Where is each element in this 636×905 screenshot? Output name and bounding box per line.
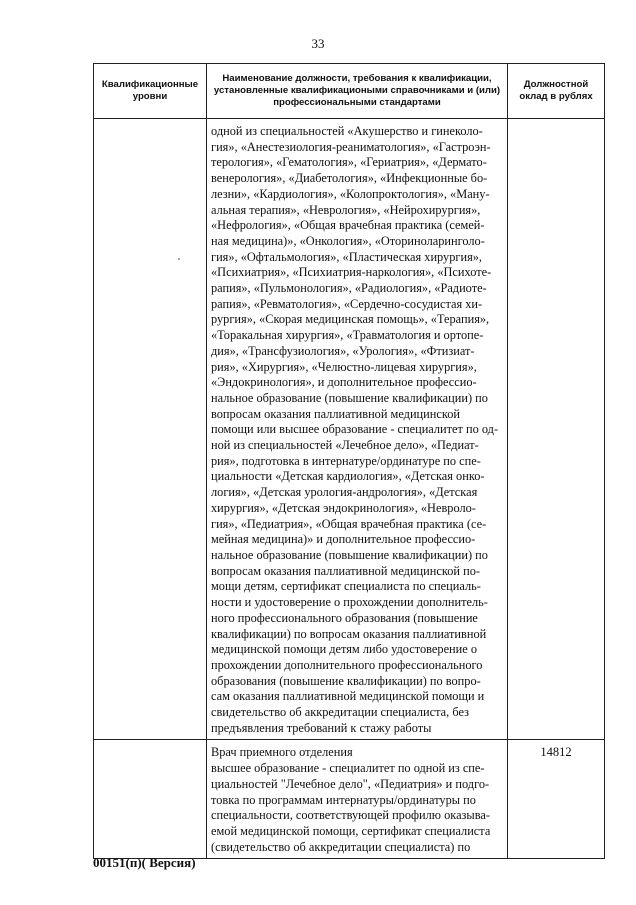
requirements-line: ного профессионального образования (повышение <box>211 610 478 625</box>
requirements-line: нальное образование (повышение квалификации) по <box>211 547 488 562</box>
requirements-line: специальности, соответствующей профилю оказыва- <box>211 808 490 823</box>
requirements-line: свидетельство об аккредитации специалиста, без <box>211 705 469 720</box>
requirements-line: квалификации) по вопросам оказания паллиативной <box>211 626 487 641</box>
requirements-line: рургия», «Скорая медицинская помощь», «Терапия», <box>211 312 490 327</box>
scan-speck <box>178 258 180 260</box>
requirements-line: мейная медицина)» и дополнительное профессио- <box>211 532 476 547</box>
requirements-line: вопросам оказания паллиативной медицинской <box>211 406 461 421</box>
requirements-line: «Психиатрия», «Психиатрия-наркология», «Психоте- <box>211 265 492 280</box>
requirements-line: емой медицинской помощи, сертификат специалиста <box>211 823 491 838</box>
qualification-level-cell <box>94 740 207 859</box>
requirements-line: одной из специальностей «Акушерство и гинеколо- <box>211 124 483 138</box>
requirements-line: прохождении дополнительного профессионального <box>211 657 483 672</box>
requirements-text <box>207 740 507 858</box>
requirements-text <box>207 119 507 739</box>
requirements-line: рапия», «Пульмонология», «Радиология», «Радиоте- <box>211 281 487 296</box>
requirements-line: Врач приемного отделения <box>211 745 353 760</box>
requirements-line: терология», «Гематология», «Гериатрия», «Дермато- <box>211 155 487 170</box>
table-row <box>94 119 605 740</box>
requirements-line: хирургия», «Детская эндокринология», «Невроло- <box>211 500 476 515</box>
requirements-line: товка по программам интернатуры/ординатуры по <box>211 792 476 807</box>
requirements-line: «Торакальная хирургия», «Травматология и ортопе- <box>211 328 484 343</box>
requirements-line: нальное образование (повышение квалификации) по <box>211 390 488 405</box>
requirements-cell <box>207 740 508 859</box>
requirements-line: образования (повышение квалификации) по вопро- <box>211 673 481 688</box>
page-number: 33 <box>311 36 325 51</box>
requirements-line: логия», «Детская урология-андрология», «Детская <box>211 485 478 500</box>
requirements-line: ная медицина)», «Онкология», «Оториноларинголо- <box>211 233 485 248</box>
requirements-line: рия», «Хирургия», «Челюстно-лицевая хирургия», <box>211 359 477 374</box>
header-qualification-levels: Квалификационные уровни <box>94 64 207 119</box>
header-position-requirements: Наименование должности, требования к квалификации, установленные квалификациоными справочниками и (или) профессиональными стандартами <box>207 64 508 119</box>
requirements-line: ности и удостоверение о прохождении дополнитель- <box>211 595 488 610</box>
requirements-line: альная терапия», «Неврология», «Нейрохирургия», <box>211 202 481 217</box>
salary-cell <box>508 740 605 859</box>
salary-value <box>508 119 604 124</box>
requirements-line: помощи или высшее образование - специалитет по од- <box>211 422 499 437</box>
requirements-line: циальностей "Лечебное дело", «Педиатрия» и подго- <box>211 776 490 791</box>
requirements-line: «Эндокринология», и дополнительное профессио- <box>211 375 477 390</box>
requirements-line: высшее образование - специалитет по одной из спе- <box>211 761 485 776</box>
requirements-line: мощи детям, сертификат специалиста по специаль- <box>211 579 481 594</box>
requirements-line: вопросам оказания паллиативной медицинской по- <box>211 563 480 578</box>
qualification-level-cell <box>94 119 207 740</box>
table-header-row <box>94 64 605 119</box>
table-row <box>94 740 605 859</box>
requirements-line: рия», подготовка в интернатуре/ординатуре по спе- <box>211 453 481 468</box>
requirements-line: гия», «Офтальмология», «Пластическая хирургия», <box>211 249 483 264</box>
requirements-line: медицинской помощи детям либо удостоверение о <box>211 642 478 657</box>
requirements-cell <box>207 119 508 740</box>
qualification-table <box>93 63 605 859</box>
requirements-line: сам оказания паллиативной медицинской помощи и <box>211 689 485 704</box>
requirements-line: лезни», «Кардиология», «Колопроктология», «Ману- <box>211 186 490 201</box>
requirements-line: «Нефрология», «Общая врачебная практика (семей- <box>211 218 485 233</box>
requirements-line: (свидетельство об аккредитации специалиста) по <box>211 839 471 854</box>
requirements-line: предъявления требований к стажу работы <box>211 720 432 735</box>
requirements-line: венерология», «Диабетология», «Инфекционные бо- <box>211 171 488 186</box>
requirements-line: циальности «Детская кардиология», «Детская онко- <box>211 469 485 484</box>
requirements-line: дия», «Трансфузиология», «Урология», «Фтизиат- <box>211 343 475 358</box>
requirements-line: ной из специальностей «Лечебное дело», «Педиат- <box>211 438 479 453</box>
requirements-line: гия», «Анестезиология-реаниматология», «Гастроэн- <box>211 139 491 154</box>
salary-cell <box>508 119 605 740</box>
salary-value: 14812 <box>540 745 572 760</box>
header-salary: Должностной оклад в рублях <box>508 64 605 119</box>
document-version-footer: 00151(п)( Версия) <box>93 855 196 870</box>
requirements-line: гия», «Педиатрия», «Общая врачебная практика (се- <box>211 516 487 531</box>
requirements-line: рапия», «Ревматология», «Сердечно-сосудистая хи- <box>211 296 483 311</box>
